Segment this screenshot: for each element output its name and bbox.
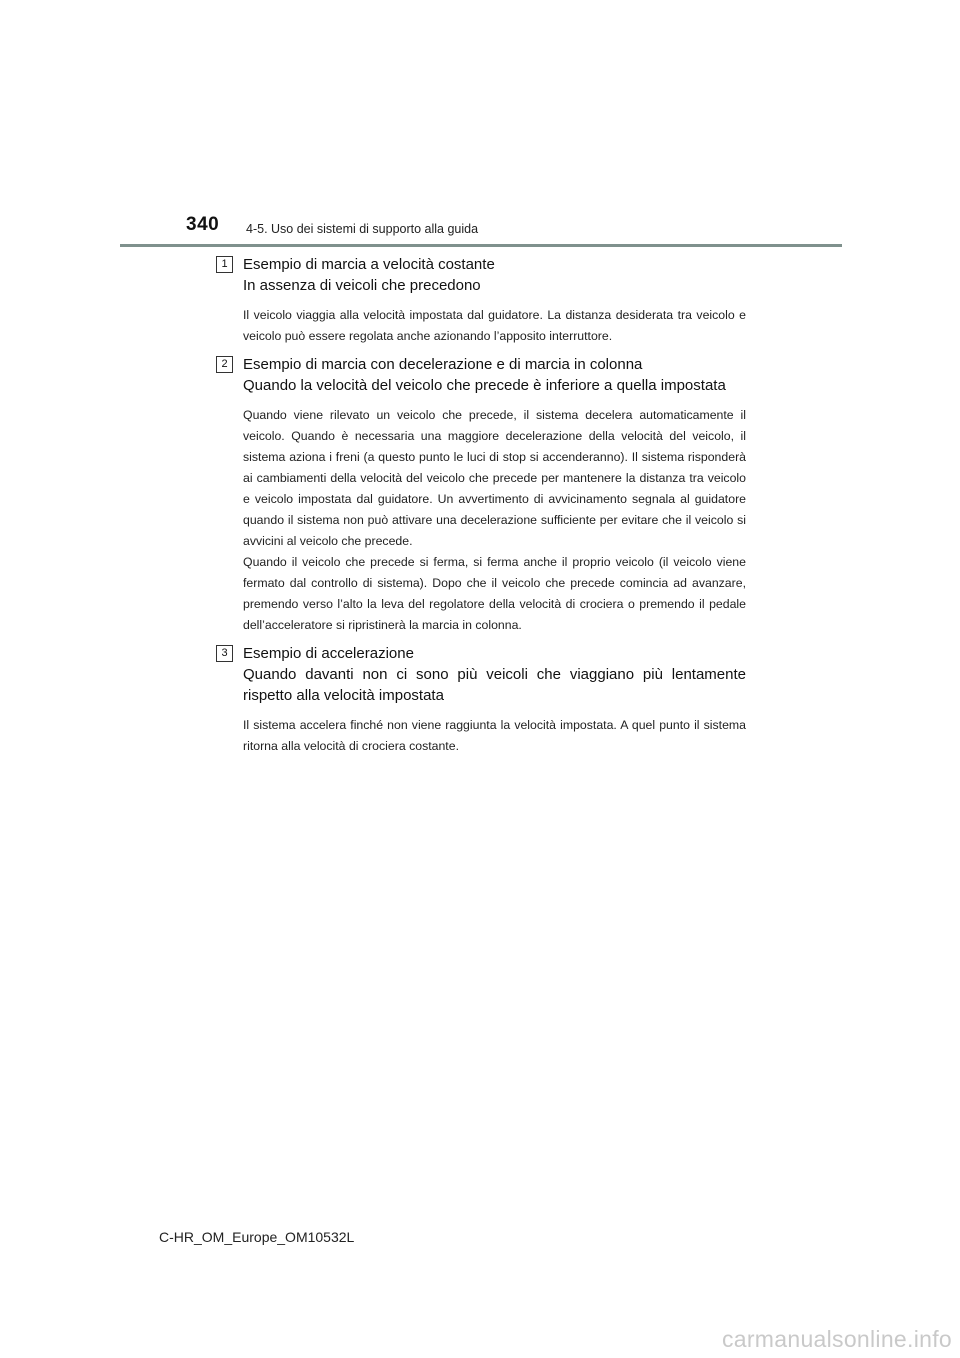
list-item — [216, 354, 746, 636]
heading-line: Esempio di marcia a velocità costante — [243, 256, 495, 273]
footer-document-code: C-HR_OM_Europe_OM10532L — [159, 1229, 355, 1245]
item-heading — [243, 643, 746, 706]
heading-line: In assenza di veicoli che precedono — [243, 277, 481, 294]
heading-line: Quando la velocità del veicolo che precede è inferiore a quella impostata — [243, 377, 726, 394]
list-item — [216, 254, 746, 347]
watermark: carmanualsonline.info — [721, 1326, 952, 1352]
header-rule — [120, 244, 842, 247]
page-number: 340 — [186, 214, 220, 235]
step-number-badge: 1 — [216, 256, 233, 273]
item-body — [243, 305, 746, 347]
body-paragraph: Quando viene rilevato un veicolo che precede, il sistema decelera automaticamente il veicolo. Quando è necessaria una maggiore decelerazione della velocità del veicolo, il sistema aziona i freni (a questo punto le luci di stop si accenderanno). Il sistema risponderà ai cambiamenti della velocità del veicolo che precede per mantenere la distanza tra veicolo e veicolo impostata dal guidatore. Un avvertimento di avvicinamento segnala al guidatore quando il sistema non può attivare una decelerazione sufficiente per evitare che il veicolo si avvicini al veicolo che precede. — [243, 408, 746, 548]
body-paragraph: Il veicolo viaggia alla velocità impostata dal guidatore. La distanza desiderata tra veicolo e veicolo può essere regolata anche azionando l’apposito interruttore. — [243, 308, 746, 343]
body-paragraph: Quando il veicolo che precede si ferma, si ferma anche il proprio veicolo (il veicolo viene fermato dal controllo di sistema). Dopo che il veicolo che precede comincia ad avanzare, premendo verso l’alto la leva del regolatore della velocità di crociera o premendo il pedale dell’acceleratore si ripristinerà la marcia in colonna. — [243, 555, 746, 632]
heading-line: Quando davanti non ci sono più veicoli che viaggiano più lentamente rispetto alla velocità impostata — [243, 666, 746, 704]
content — [216, 254, 746, 764]
step-number-badge: 2 — [216, 356, 233, 373]
list-item — [216, 643, 746, 757]
heading-line: Esempio di accelerazione — [243, 645, 414, 662]
body-paragraph: Il sistema accelera finché non viene raggiunta la velocità impostata. A quel punto il sistema ritorna alla velocità di crociera costante. — [243, 718, 746, 753]
item-body — [243, 715, 746, 757]
item-heading — [243, 354, 746, 396]
section-title: 4-5. Uso dei sistemi di supporto alla guida — [246, 222, 479, 236]
item-heading — [243, 254, 746, 296]
item-body — [243, 405, 746, 636]
heading-line: Esempio di marcia con decelerazione e di marcia in colonna — [243, 356, 643, 373]
step-number-badge: 3 — [216, 645, 233, 662]
